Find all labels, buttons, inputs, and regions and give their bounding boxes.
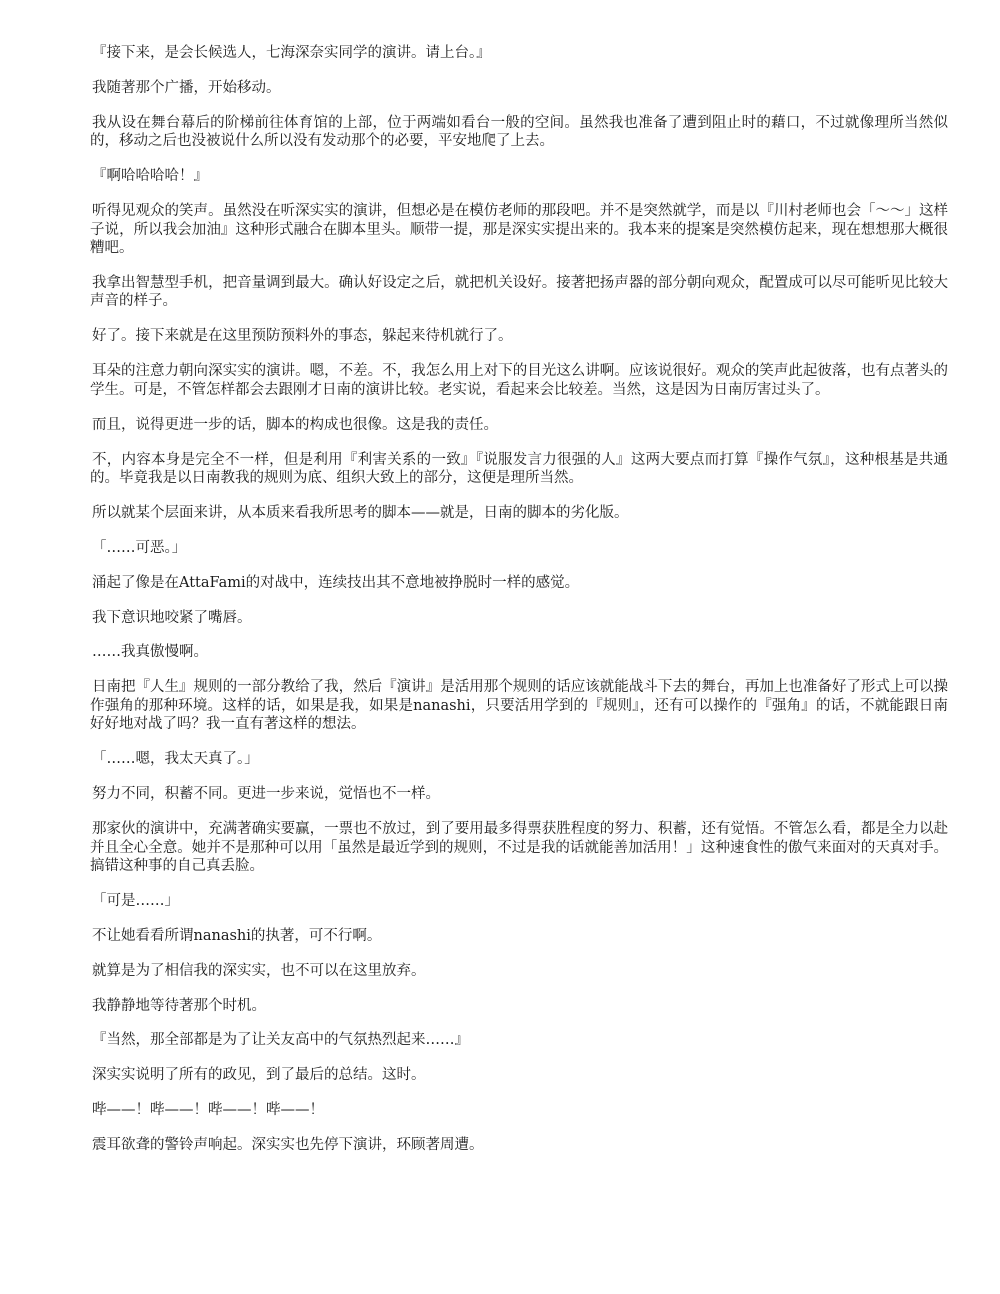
- paragraph-26: 哔——！哔——！哔——！哔——！: [92, 1102, 324, 1119]
- document-page: [90, 44, 948, 1171]
- paragraph-5: 听得见观众的笑声。虽然没在听深实实的演讲，但想必是在模仿老师的那段吧。并不是突然就学，而是以『川村老师也会「～～」这样子说，所以我会加油』这种形式融合在脚本里头。顺带一提，那是深实实提出来的。我本来的提案是突然模仿起来，现在想想那大概很糟吧。: [90, 203, 948, 257]
- paragraph-27: 震耳欲聋的警铃声响起。深实实也先停下演讲，环顾著周遭。: [92, 1137, 484, 1154]
- paragraph-25: 深实实说明了所有的政见，到了最后的总结。这时。: [92, 1067, 426, 1084]
- paragraph-3: 我从设在舞台幕后的阶梯前往体育馆的上部，位于两端如看台一般的空间。虽然我也准备了遭到阻止时的藉口，不过就像理所当然似的，移动之后也没被说什么所以没有发动那个的必要，平安地爬了上去。: [90, 114, 948, 150]
- paragraph-6: 我拿出智慧型手机，把音量调到最大。确认好设定之后，就把机关设好。接著把扬声器的部分朝向观众，配置成可以尽可能听见比较大声音的样子。: [90, 274, 948, 310]
- paragraph-23: 我静静地等待著那个时机。: [92, 997, 266, 1014]
- paragraph-17: 「……嗯，我太天真了。」: [92, 751, 259, 768]
- paragraph-21: 不让她看看所谓nanashi的执著，可不行啊。: [92, 927, 382, 944]
- paragraph-13: 涌起了像是在AttaFami的对战中，连续技出其不意地被挣脱时一样的感觉。: [92, 574, 580, 591]
- paragraph-16: 日南把『人生』规则的一部分教给了我，然后『演讲』是活用那个规则的话应该就能战斗下去的舞台，再加上也准备好了形式上可以操作强角的那种环境。这样的话，如果是我，如果是nanashi，只要活用学到的『规则』，还有可以操作的『强角』的话，不就能跟日南好好地对战了吗？我一直有著这样的想法。: [90, 679, 948, 733]
- paragraph-18: 努力不同，积蓄不同。更进一步来说，觉悟也不一样。: [92, 786, 440, 803]
- paragraph-24: 『当然，那全部都是为了让关友高中的气氛热烈起来……』: [92, 1032, 469, 1049]
- paragraph-22: 就算是为了相信我的深实实，也不可以在这里放弃。: [92, 962, 426, 979]
- paragraph-14: 我下意识地咬紧了嘴唇。: [92, 609, 252, 626]
- paragraph-2: 我随著那个广播，开始移动。: [92, 79, 281, 96]
- paragraph-19: 那家伙的演讲中，充满著确实要赢，一票也不放过，到了要用最多得票获胜程度的努力、积蓄，还有觉悟。不管怎么看，都是全力以赴并且全心全意。她并不是那种可以用「虽然是最近学到的规则，不过是我的话就能善加活用！」这种速食性的傲气来面对的天真对手。搞错这种事的自己真丢脸。: [90, 821, 948, 875]
- paragraph-10: 不，内容本身是完全不一样，但是利用『利害关系的一致』『说服发言力很强的人』这两大要点而打算『操作气氛』，这种根基是共通的。毕竟我是以日南教我的规则为底、组织大致上的部分，这便是理所当然。: [90, 451, 948, 487]
- paragraph-8: 耳朵的注意力朝向深实实的演讲。嗯，不差。不，我怎么用上对下的目光这么讲啊。应该说很好。观众的笑声此起彼落，也有点著头的学生。可是，不管怎样都会去跟刚才日南的演讲比较。老实说，看起来会比较差。当然，这是因为日南厉害过头了。: [90, 363, 948, 398]
- paragraph-9: 而且，说得更进一步的话，脚本的构成也很像。这是我的责任。: [92, 416, 498, 433]
- paragraph-20: 「可是……」: [92, 892, 179, 909]
- paragraph-11: 所以就某个层面来讲，从本质来看我所思考的脚本——就是，日南的脚本的劣化版。: [92, 504, 629, 521]
- paragraph-7: 好了。接下来就是在这里预防预料外的事态，躲起来待机就行了。: [92, 328, 513, 345]
- paragraph-1: 『接下来，是会长候选人，七海深奈实同学的演讲。请上台。』: [92, 45, 491, 61]
- paragraph-15: ……我真傲慢啊。: [92, 644, 208, 661]
- paragraph-12: 「……可恶。」: [92, 539, 187, 556]
- paragraph-4: 『啊哈哈哈哈！』: [92, 168, 208, 185]
